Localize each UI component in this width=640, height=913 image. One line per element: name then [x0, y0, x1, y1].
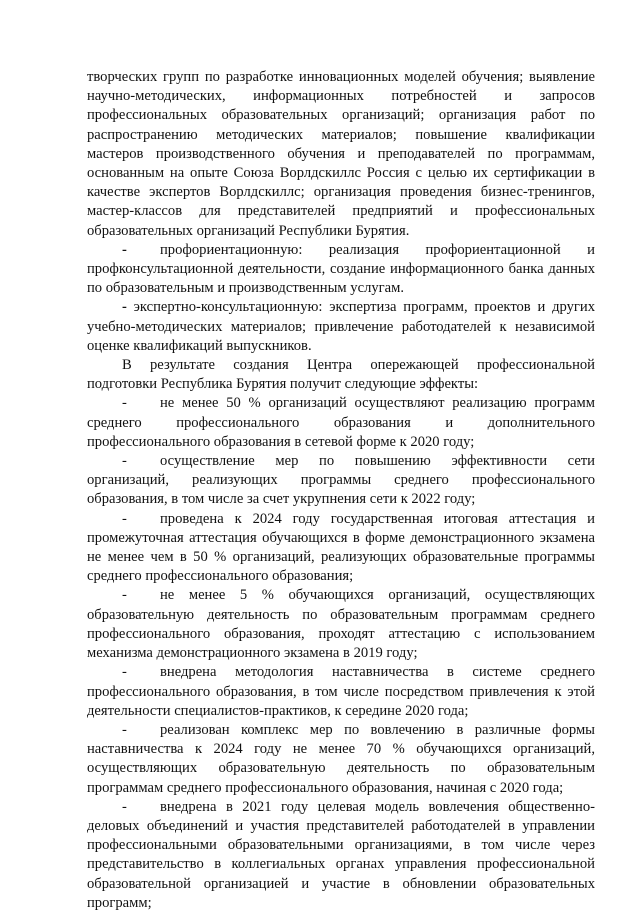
- list-item: [87, 663, 595, 721]
- list-dash: -: [122, 721, 127, 738]
- list-dash: -: [122, 453, 127, 470]
- list-item: [87, 394, 595, 452]
- paragraph-effects-intro: [87, 356, 595, 394]
- list-dash: -: [122, 510, 127, 527]
- paragraph-text: творческих групп по разработке инновационных моделей обучения; выявление научно-методических, информационных потребностей и запросов профессиональных образовательных организаций; организация работ по распространению методических материалов; повышение квалификации мастеров производственного обучения и преподавателей по программам, основанным на опыте Союза Ворлдскиллс Россия с целью их сертификации в качестве экспертов Ворлдскиллс; организация проведения бизнес-тренингов, мастер-классов для представителей предприятий и профессиональных образовательных организаций Республики Бурятия.: [87, 69, 595, 239]
- list-dash: -: [122, 299, 127, 316]
- list-dash: -: [122, 241, 127, 258]
- paragraph-text: экспертно-консультационную: экспертиза программ, проектов и других учебно-методических материалов; привлечение работодателей к независимой оценке квалификаций выпускников.: [87, 299, 595, 354]
- list-item: [87, 586, 595, 663]
- paragraph-text: В результате создания Центра опережающей профессиональной подготовки Республика Бурятия получит следующие эффекты:: [87, 357, 595, 393]
- paragraph-methodical: [87, 68, 595, 241]
- list-dash: -: [122, 798, 127, 815]
- list-dash: -: [122, 664, 127, 681]
- paragraph-expert-consulting: [87, 298, 595, 356]
- list-item: [87, 510, 595, 587]
- paragraph-text: профориентационную: реализация профориентационной и профконсультационной деятельности, создание информационного банка данных по образовательным и производственным услугам.: [87, 241, 595, 297]
- paragraph-text: внедрена методология наставничества в системе среднего профессионального образования, в том числе посредством привлечения к этой деятельности специалистов-практиков, к середине 2020 года;: [87, 664, 595, 719]
- list-dash: -: [122, 587, 127, 604]
- list-item: [87, 452, 595, 510]
- list-dash: -: [122, 395, 127, 412]
- list-item: [87, 721, 595, 798]
- paragraph-text: реализован комплекс мер по вовлечению в различные формы наставничества к 2024 году не менее 70 % обучающихся организаций, осуществляющих образовательную деятельность по образовательным программам среднего профессионального образования, начиная с 2020 года;: [87, 721, 595, 796]
- paragraph-career-guidance: [87, 241, 595, 299]
- document-page: [87, 68, 595, 913]
- list-item: [87, 798, 595, 913]
- paragraph-text: проведена к 2024 году государственная итоговая аттестация и промежуточная аттестация обучающихся в форме демонстрационного экзамена не менее чем в 50 % организаций, реализующих образовательные программы среднего профессионального образования;: [87, 510, 595, 585]
- paragraph-text: не менее 5 % обучающихся организаций, осуществляющих образовательную деятельность по образовательным программам среднего профессионального образования, проходят аттестацию с использованием механизма демонстрационного экзамена в 2019 году;: [87, 587, 595, 662]
- paragraph-text: не менее 50 % организаций осуществляют реализацию программ среднего профессионального образования и дополнительного профессионального образования в сетевой форме к 2020 году;: [87, 395, 595, 450]
- paragraph-text: внедрена в 2021 году целевая модель вовлечения общественно-деловых объединений и участия представителей работодателей в управлении профессиональными образовательными организациями, в том числе через представительство в коллегиальных органах управления профессиональной образовательной организацией и участие в обновлении образовательных программ;: [87, 798, 595, 911]
- paragraph-text: осуществление мер по повышению эффективности сети организаций, реализующих программы среднего профессионального образования, в том числе за счет укрупнения сети к 2022 году;: [87, 453, 595, 508]
